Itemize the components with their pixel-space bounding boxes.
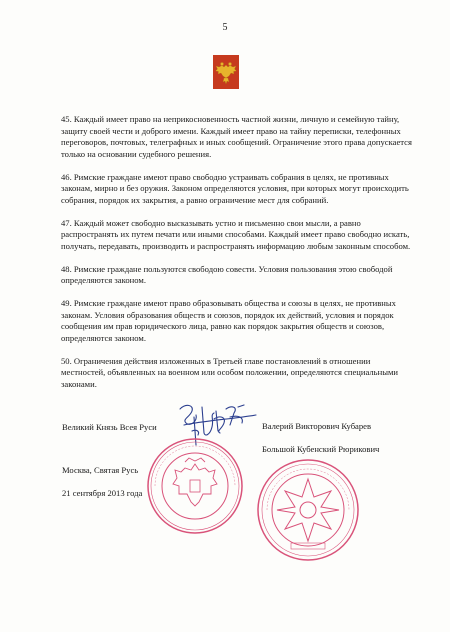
signatory-name: Валерий Викторович Кубарев (262, 421, 372, 431)
articles-section (61, 114, 413, 402)
article-45: 45. Каждый имеет право на неприкосновенность частной жизни, личную и семейную тайну, защиту своей чести и доброго имени. Каждый имеет право на тайну переписки, телефонных переговоров, почтовых, телеграфных и иных сообщений. Ограничение этого права допускается только на основании судебного решения. (61, 114, 412, 159)
coat-of-arms-seal (145, 436, 245, 541)
signing-date: 21 сентября 2013 года (62, 488, 143, 498)
order-cross-seal (255, 457, 361, 568)
article-47: 47. Каждый может свободно высказывать устно и письменно свои мысли, а равно распространять их путем печати или иными способами. Каждый имеет право свободно искать, получать, передавать, производить и распространять информацию любым законным способом. (61, 217, 411, 251)
article-48: 48. Римские граждане пользуются свободою совести. Условия пользования этою свободой определяются законом. (61, 263, 393, 285)
article-49: 49. Римские граждане имеют право образовывать общества и союзы в целях, не противных законам. Условия образования обществ и союзов, порядок их действий, условия и порядок сообщения им прав юридического лица, равно как порядок закрытия обществ и союзов, определяются законом. (61, 298, 396, 343)
double-headed-eagle-icon (213, 55, 239, 89)
article-50: 50. Ограничения действия изложенных в Третьей главе постановлений в отношении местностей, объявленных на военном или особом положении, определяются специальными законами. (61, 355, 399, 389)
signatory-title: Большой Кубенский Рюрикович (262, 444, 380, 454)
page-number: 5 (222, 22, 228, 33)
article-46: 46. Римские граждане имеют право свободно устраивать собрания в целях, не противных законам, мирно и без оружия. Законом определяются условия, при которых могут происходить собрания, порядок их закрытия, а равно ограничение мест для собраний. (61, 171, 409, 205)
signing-place: Москва, Святая Русь (62, 465, 139, 475)
grand-prince-title: Великий Князь Всея Руси (62, 422, 157, 432)
